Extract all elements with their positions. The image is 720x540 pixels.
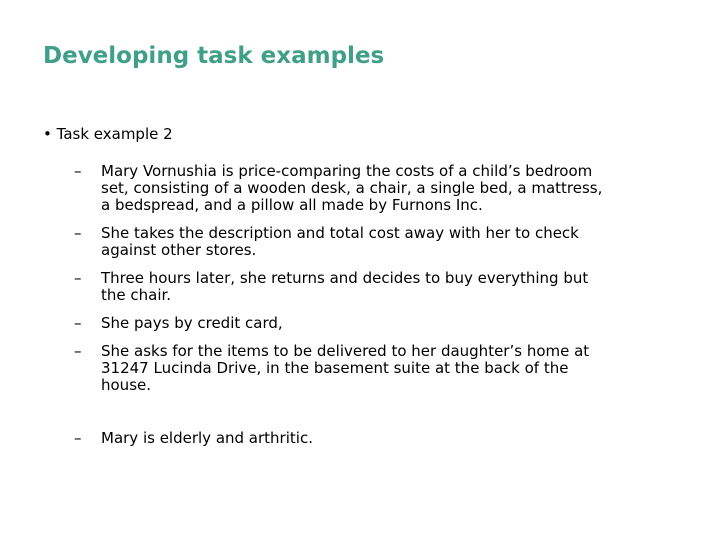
sub-item-2-line-1: She takes the description and total cost away with her to check xyxy=(101,224,579,242)
bullet-task-example xyxy=(43,124,173,144)
sub-item-3-line-1: Three hours later, she returns and decides to buy everything but xyxy=(101,269,589,287)
sub-item-4 xyxy=(74,315,704,332)
sub-item-6 xyxy=(74,430,704,447)
sub-item-5-line-1: She asks for the items to be delivered to her daughter’s home at xyxy=(101,342,590,360)
sub-item-3-line-2: the chair. xyxy=(101,286,172,304)
bullet-marker: • xyxy=(43,125,52,143)
sub-item-1 xyxy=(74,163,704,214)
sub-item-3 xyxy=(74,270,704,304)
sub-item-5-line-3: house. xyxy=(101,376,152,394)
dash-marker: – xyxy=(74,342,82,360)
sub-item-1-line-3: a bedspread, and a pillow all made by Furnons Inc. xyxy=(101,196,483,214)
sub-item-1-line-2: set, consisting of a wooden desk, a chair, a single bed, a mattress, xyxy=(101,179,603,197)
dash-marker: – xyxy=(74,269,82,287)
sub-item-5-line-2: 31247 Lucinda Drive, in the basement suite at the back of the xyxy=(101,359,569,377)
sub-item-6-line-1: Mary is elderly and arthritic. xyxy=(101,429,313,447)
dash-marker: – xyxy=(74,429,82,447)
sub-item-2-line-2: against other stores. xyxy=(101,241,257,259)
sub-item-4-line-1: She pays by credit card, xyxy=(101,314,283,332)
dash-marker: – xyxy=(74,314,82,332)
dash-marker: – xyxy=(74,224,82,242)
slide-title: Developing task examples xyxy=(43,43,385,69)
dash-marker: – xyxy=(74,162,82,180)
bullet-text: Task example 2 xyxy=(56,125,173,143)
sub-item-5 xyxy=(74,343,704,394)
sub-item-2 xyxy=(74,225,704,259)
sub-item-1-line-1: Mary Vornushia is price-comparing the costs of a child’s bedroom xyxy=(101,162,593,180)
